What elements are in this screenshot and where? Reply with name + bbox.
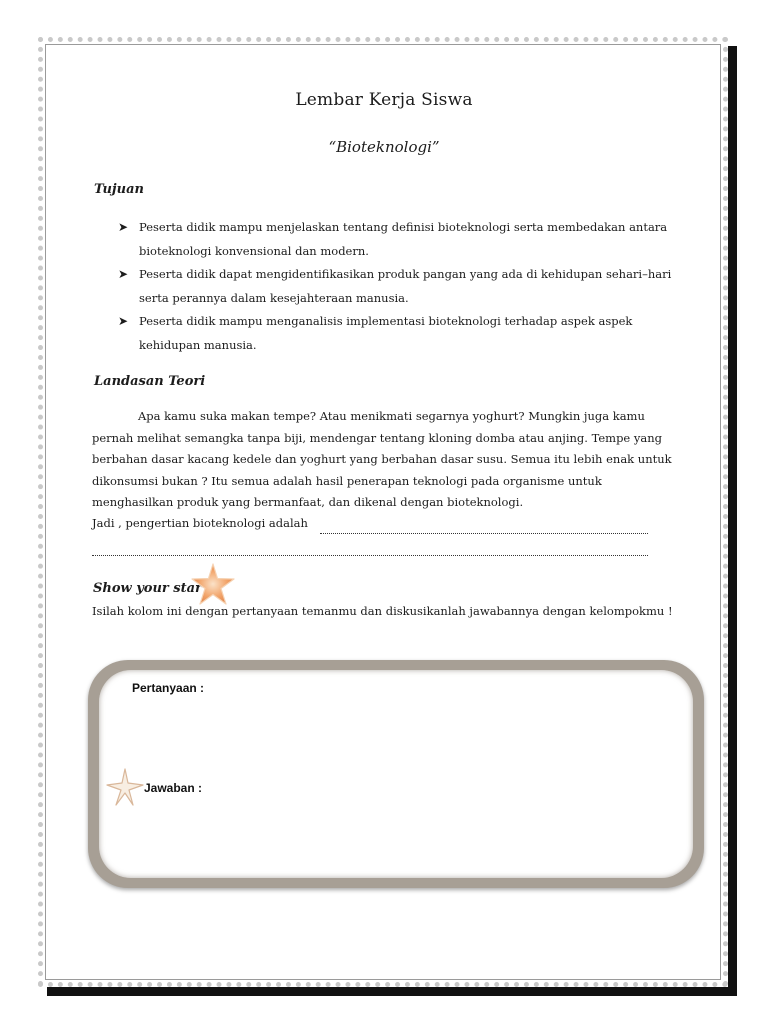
objective-text: Peserta didik mampu menganalisis implementasi bioteknologi terhadap aspek aspek kehidupan manusia. (139, 314, 633, 352)
objective-text: Peserta didik dapat mengidentifikasikan produk pangan yang ada di kehidupan sehari–hari serta perannya dalam kesejahteraan manusia. (139, 267, 672, 305)
arrowhead-bullet-icon: ➤ (118, 220, 129, 234)
objective-item (118, 216, 678, 263)
discussion-box[interactable] (99, 670, 693, 878)
objective-text: Peserta didik mampu menjelaskan tentang definisi bioteknologi serta membedakan antara bioteknologi konvensional dan modern. (139, 220, 668, 258)
pale-star-icon (104, 766, 146, 808)
objectives-list (118, 216, 678, 357)
question-label: Pertanyaan : (132, 681, 205, 695)
activity-instruction: Isilah kolom ini dengan pertanyaan temanmu dan diskusikanlah jawabannya dengan kelompokmu ! (92, 604, 673, 618)
arrowhead-bullet-icon: ➤ (118, 267, 129, 281)
activity-heading: Show your star (93, 581, 202, 596)
definition-answer-line[interactable] (320, 533, 648, 534)
definition-prompt: Jadi , pengertian bioteknologi adalah (92, 516, 308, 530)
objective-item (118, 263, 678, 310)
objectives-heading: Tujuan (94, 182, 144, 197)
worksheet-title: Lembar Kerja Siswa (295, 90, 473, 110)
answer-label: Jawaban : (144, 781, 203, 795)
objective-item (118, 310, 678, 357)
theory-paragraph: Apa kamu suka makan tempe? Atau menikmati segarnya yoghurt? Mungkin juga kamu pernah melihat semangka tanpa biji, mendengar tentang kloning domba atau anjing. Tempe yang berbahan dasar kacang kedele dan yoghurt yang berbahan dasar susu. Semua itu lebih enak untuk dikonsumsi bukan ? Itu semua adalah hasil penerapan teknologi pada organisme untuk menghasilkan produk yang bermanfaat, dan dikenal dengan bioteknologi. (92, 409, 672, 509)
arrowhead-bullet-icon: ➤ (118, 314, 129, 328)
definition-answer-line-2[interactable] (92, 555, 648, 556)
worksheet-subtitle: “Bioteknologi” (328, 138, 440, 156)
theory-heading: Landasan Teori (94, 374, 206, 389)
